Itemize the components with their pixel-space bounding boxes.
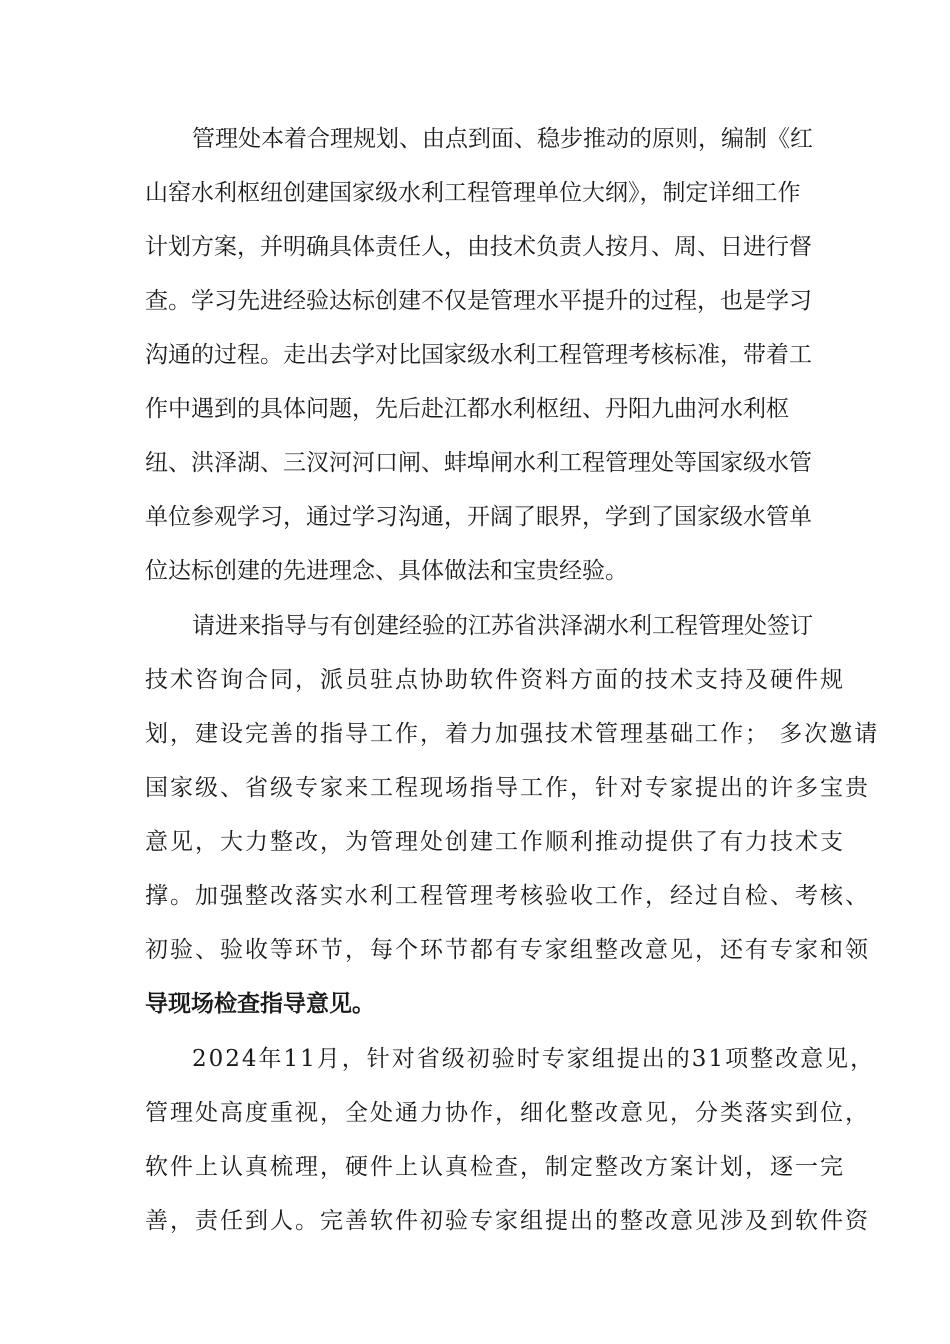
paragraph-3-line-1: 2024年11月，针对省级初验时专家组提出的31项整改意见， <box>192 1046 876 1072</box>
paragraph-2-line-2: 技术咨询合同，派员驻点协助软件资料方面的技术支持及硬件规 <box>145 667 845 693</box>
paragraph-1-line-2: 山窑水利枢纽创建国家级水利工程管理单位大纲》，制定详细工作 <box>145 180 801 206</box>
paragraph-3-line-4: 善，责任到人。完善软件初验专家组提出的整改意见涉及到软件资 <box>145 1208 870 1234</box>
paragraph-1-line-9: 位达标创建的先进理念、具体做法和宝贵经验。 <box>145 558 628 584</box>
paragraph-2-line-8: 导现场检查指导意见。 <box>145 991 375 1017</box>
paragraph-1-line-7: 纽、洪泽湖、三汊河河口闸、蚌埠闸水利工程管理处等国家级水管 <box>145 450 812 476</box>
paragraph-3-line-3: 软件上认真梳理，硬件上认真检查，制定整改方案计划，逐一完 <box>145 1154 845 1180</box>
paragraph-3-line-2: 管理处高度重视，全处通力协作，细化整改意见，分类落实到位， <box>145 1100 870 1126</box>
paragraph-2-line-5: 意见，大力整改，为管理处创建工作顺利推动提供了有力技术支 <box>145 829 845 855</box>
paragraph-2-line-4: 国家级、省级专家来工程现场指导工作，针对专家提出的许多宝贵 <box>145 775 870 801</box>
paragraph-1-line-4: 查。学习先进经验达标创建不仅是管理水平提升的过程，也是学习 <box>145 288 812 314</box>
paragraph-1-line-8: 单位参观学习，通过学习沟通，开阔了眼界，学到了国家级水管单 <box>145 504 812 530</box>
paragraph-1-line-1: 管理处本着合理规划、由点到面、稳步推动的原则，编制《红 <box>192 126 813 152</box>
paragraph-2-line-6: 撑。加强整改落实水利工程管理考核验收工作，经过自检、考核、 <box>145 883 870 909</box>
paragraph-2-line-3: 划，建设完善的指导工作，着力加强技术管理基础工作； 多次邀请 <box>145 721 880 747</box>
paragraph-2-line-7: 初验、验收等环节，每个环节都有专家组整改意见，还有专家和领 <box>145 937 870 963</box>
paragraph-1-line-6: 作中遇到的具体问题，先后赴江都水利枢纽、丹阳九曲河水利枢 <box>145 396 789 422</box>
paragraph-1-line-3: 计划方案，并明确具体责任人，由技术负责人按月、周、日进行督 <box>145 234 812 260</box>
paragraph-2-line-1: 请进来指导与有创建经验的江苏省洪泽湖水利工程管理处签订 <box>192 613 813 639</box>
paragraph-1-line-5: 沟通的过程。走出去学对比国家级水利工程管理考核标准，带着工 <box>145 342 812 368</box>
